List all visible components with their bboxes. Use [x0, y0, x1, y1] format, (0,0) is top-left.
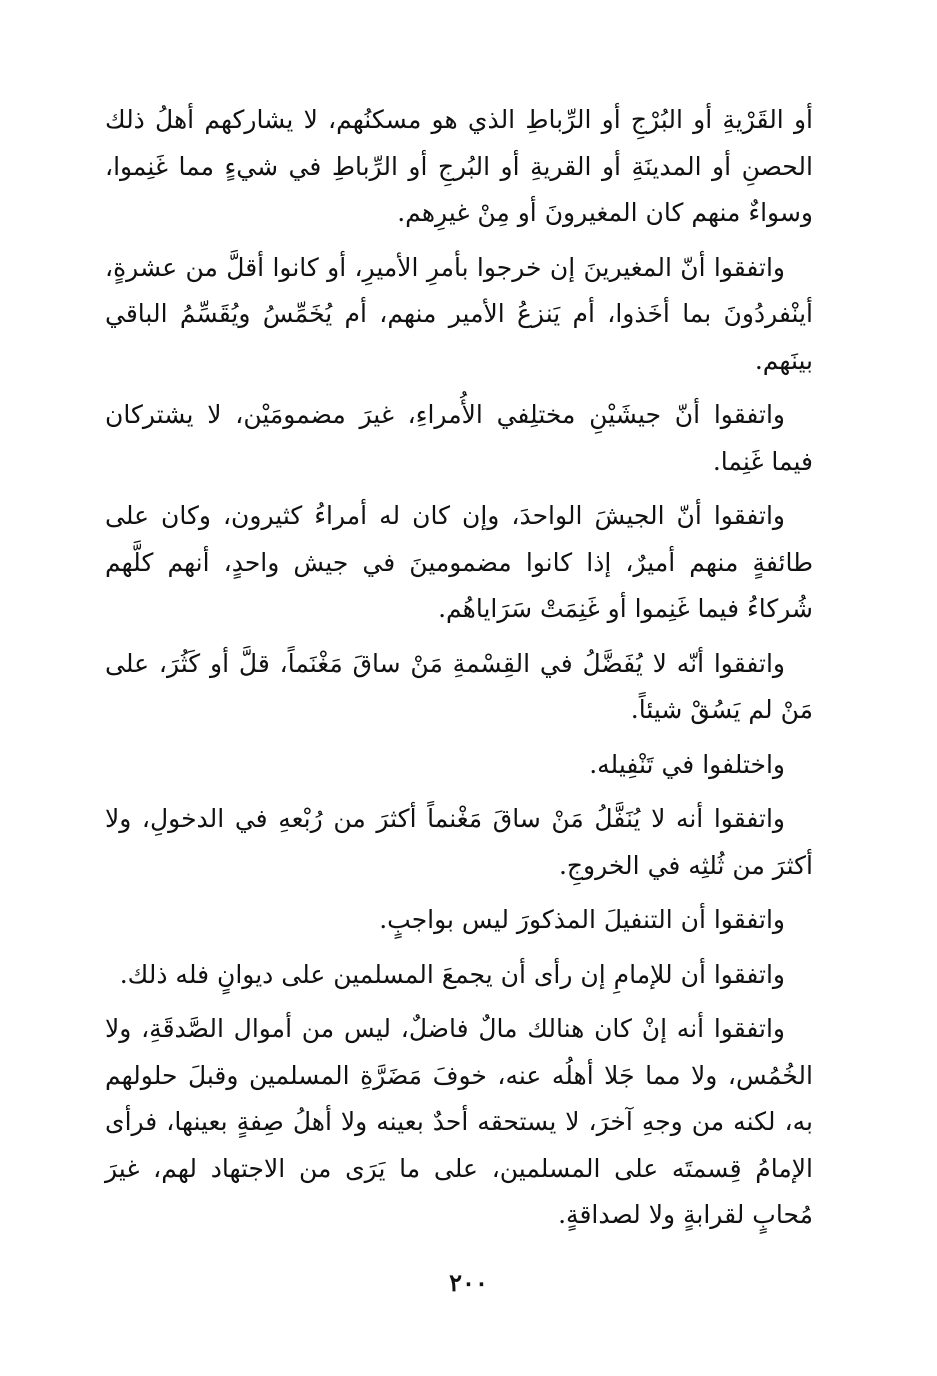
- page-body-text: [105, 97, 813, 1247]
- paragraph-disagreement: واختلفوا في تَنْفِيله.: [589, 749, 785, 779]
- paragraph-raiders-command: واتفقوا أنّ المغيرينَ إن خرجوا بأمرِ الأميرِ، أو كانوا أقلَّ من عشرةٍ، أينْفردُونَ بما أخَذوا، أم يَنزعُ الأمير منهم، أم يُخَمِّسُ ويُقَسِّمُ الباقي بينَهم.: [105, 252, 813, 375]
- paragraph-two-armies: واتفقوا أنّ جيشَيْنِ مختلِفي الأُمراءِ، غيرَ مضمومَيْن، لا يشتركان فيما غَنِما.: [105, 400, 813, 476]
- paragraph-bonus-not-obligatory: واتفقوا أن التنفيلَ المذكورَ ليس بواجبٍ.: [379, 905, 785, 934]
- paragraph-bonus-limit: واتفقوا أنه لا يُنَفَّلُ مَنْ ساقَ مَغْنماً أكثرَ من رُبْعهِ في الدخولِ، ولا أكثرَ من ثُلثِه في الخروجِ.: [105, 804, 813, 880]
- paragraph-division-preference: واتفقوا أنّه لا يُفَضَّلُ في القِسْمةِ مَنْ ساقَ مَغْنَماً، قلَّ أو كَثُرَ، على مَنْ لم يَسُقْ شيئاً.: [105, 648, 813, 724]
- paragraph-surplus-wealth: واتفقوا أنه إنْ كان هنالك مالٌ فاضلٌ، ليس من أموال الصَّدقَةِ، ولا الخُمُس، ولا مما جَلا أهلُه عنه، خوفَ مَضَرَّةِ المسلمين وقبلَ حلولهم به، لكنه من وجهِ آخرَ، لا يستحقه أحدٌ بعينه ولا أهلُ صِفةٍ بعينها، فرأى الإمامُ قِسمتَه على المسلمين، على ما يَرَى من الاجتهاد لهم، غيرَ مُحابٍ لقرابةٍ ولا لصداقةٍ.: [105, 1014, 813, 1229]
- paragraph-diwan: واتفقوا أن للإمامِ إن رأى أن يجمعَ المسلمين على ديوانٍ فله ذلك.: [119, 959, 785, 989]
- paragraph-single-army: واتفقوا أنّ الجيشَ الواحدَ، وإن كان له أمراءُ كثيرون، وكان على طائفةٍ منهم أميرٌ، إذا كانوا مضمومينَ في جيش واحدٍ، أنهم كلَّهم شُركاءُ فيما غَنِموا أو غَنِمَتْ سَرَاياهُم.: [105, 501, 813, 623]
- paragraph-continuation: أو القَرْيةِ أو البُرْجِ أو الرِّباطِ الذي هو مسكنُهم، لا يشاركهم أهلُ ذلك الحصنِ أو المدينَةِ أو القريةِ أو البُرجِ أو الرِّباطِ في شيءٍ مما غَنِموا، وسواءٌ منهم كان المغيرونَ أو مِنْ غيرِهم.: [105, 105, 813, 227]
- page-number: ٢٠٠: [449, 1268, 488, 1297]
